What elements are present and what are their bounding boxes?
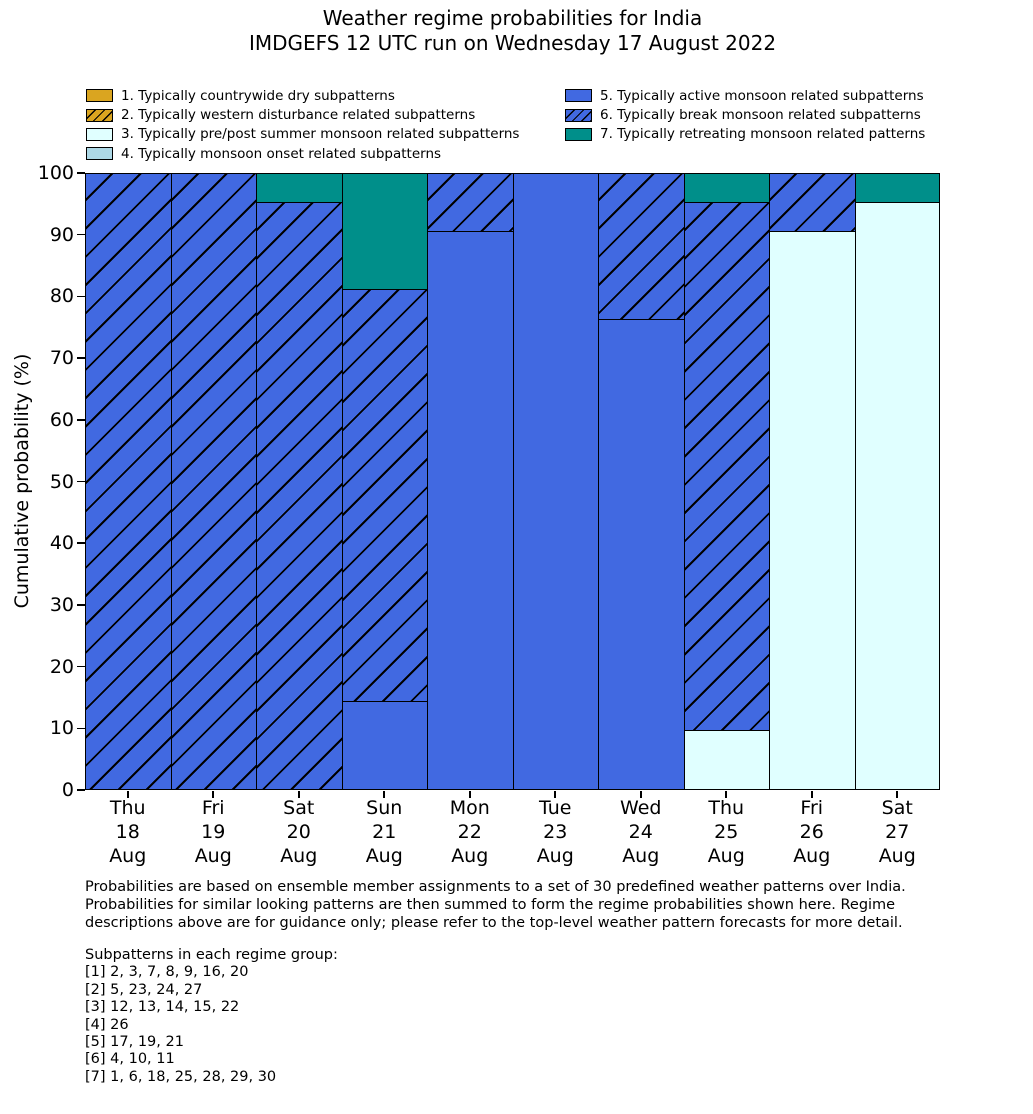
legend-swatch-regime-4 [86,147,113,160]
y-tick-mark-100 [77,172,85,174]
x-tick-label-8: Thu 25 Aug [707,797,745,867]
y-tick-mark-70 [77,357,85,359]
x-tick-label-7: Wed 24 Aug [620,797,662,867]
y-tick-label-80: 80 [49,285,74,308]
legend-item-regime-6 [565,105,925,124]
y-tick-label-90: 90 [49,223,74,246]
y-tick-mark-10 [77,728,85,730]
y-tick-label-0: 0 [61,779,74,801]
legend-label-regime-1: 1. Typically countrywide dry subpatterns [121,87,395,104]
y-tick-label-70: 70 [49,347,74,370]
legend-swatch-regime-1 [86,89,113,102]
legend-column-right [565,86,925,144]
subpatterns-heading: Subpatterns in each regime group: [85,947,338,963]
subpattern-group-3: [3] 12, 13, 14, 15, 22 [85,999,240,1016]
y-tick-label-60: 60 [49,408,74,431]
chart-title [85,6,940,55]
legend-swatch-regime-5 [565,89,592,102]
y-tick-label-20: 20 [49,655,74,678]
subpattern-group-5: [5] 17, 19, 21 [85,1034,184,1051]
bar-segment-regime-6 [769,173,856,232]
y-axis-label: Cumulative probability (%) [11,353,33,609]
plot-area [85,173,940,790]
footnote-line-2: Probabilities for similar looking patterns are then summed to form the regime probabilities shown here. Regime [85,896,896,913]
legend-label-regime-5: 5. Typically active monsoon related subpatterns [600,87,924,104]
bar-segment-regime-7 [684,173,771,203]
subpattern-group-1: [1] 2, 3, 7, 8, 9, 16, 20 [85,964,249,981]
legend-item-regime-7 [565,125,925,144]
x-tick-label-5: Mon 22 Aug [449,797,490,867]
legend-item-regime-2 [86,105,519,124]
y-tick-mark-60 [77,419,85,421]
y-tick-label-100: 100 [37,162,74,184]
x-tick-label-2: Fri 19 Aug [194,797,232,867]
bar-segment-regime-5 [342,701,429,790]
legend-item-regime-3 [86,125,519,144]
subpattern-group-2: [2] 5, 23, 24, 27 [85,981,203,998]
y-tick-mark-20 [77,666,85,668]
x-tick-label-10: Sat 27 Aug [878,797,916,867]
y-tick-mark-90 [77,234,85,236]
y-tick-mark-0 [77,789,85,791]
chart-title-line2: IMDGEFS 12 UTC run on Wednesday 17 August 2022 [248,30,777,55]
bar-segment-regime-7 [342,173,429,290]
y-tick-mark-80 [77,296,85,298]
chart-title-line1: Weather regime probabilities for India [322,6,703,30]
y-tick-mark-50 [77,481,85,483]
bar-segment-regime-3 [855,202,941,790]
legend-item-regime-1 [86,86,519,105]
bar-segment-regime-5 [427,231,514,790]
x-tick-label-3: Sat 20 Aug [280,797,318,867]
bar-segment-regime-3 [684,730,771,790]
bar-segment-regime-5 [598,319,685,790]
bar-segment-regime-7 [855,173,941,203]
subpattern-group-6: [6] 4, 10, 11 [85,1051,175,1068]
y-tick-label-50: 50 [49,470,74,493]
bar-segment-regime-6 [171,173,258,790]
legend-swatch-regime-6 [565,109,592,122]
y-tick-label-40: 40 [49,532,74,555]
x-tick-label-4: Sun 21 Aug [365,797,403,867]
x-tick-label-6: Tue 23 Aug [536,797,574,867]
y-tick-label-10: 10 [49,717,74,740]
bar-segment-regime-3 [769,231,856,790]
bar-segment-regime-6 [427,173,514,232]
bar-segment-regime-5 [513,173,600,790]
legend-label-regime-7: 7. Typically retreating monsoon related patterns [600,126,926,143]
y-tick-mark-40 [77,542,85,544]
subpatterns-list [85,947,338,1086]
bar-segment-regime-6 [342,289,429,702]
legend-label-regime-2: 2. Typically western disturbance related subpatterns [121,107,476,124]
bar-segment-regime-6 [684,202,771,732]
footnote [85,879,906,932]
x-tick-label-9: Fri 26 Aug [793,797,831,867]
y-tick-label-30: 30 [49,593,74,616]
legend-swatch-regime-3 [86,128,113,141]
x-tick-label-1: Thu 18 Aug [109,797,147,867]
legend-item-regime-5 [565,86,925,105]
bar-segment-regime-6 [256,202,343,790]
legend-item-regime-4 [86,144,519,163]
bar-segment-regime-6 [598,173,685,320]
y-tick-mark-30 [77,604,85,606]
subpattern-group-4: [4] 26 [85,1016,129,1033]
legend-column-left [86,86,519,164]
bar-segment-regime-7 [256,173,343,203]
footnote-line-1: Probabilities are based on ensemble member assignments to a set of 30 predefined weather patterns over India. [85,879,906,895]
footnote-line-3: descriptions above are for guidance only; please refer to the top-level weather pattern forecasts for more detail. [85,914,903,931]
subpattern-group-7: [7] 1, 6, 18, 25, 28, 29, 30 [85,1068,277,1085]
legend-label-regime-6: 6. Typically break monsoon related subpatterns [600,107,921,124]
legend-swatch-regime-2 [86,109,113,122]
legend-label-regime-3: 3. Typically pre/post summer monsoon related subpatterns [121,126,520,143]
legend-label-regime-4: 4. Typically monsoon onset related subpatterns [121,145,442,162]
bar-segment-regime-6 [85,173,172,790]
legend-swatch-regime-7 [565,128,592,141]
